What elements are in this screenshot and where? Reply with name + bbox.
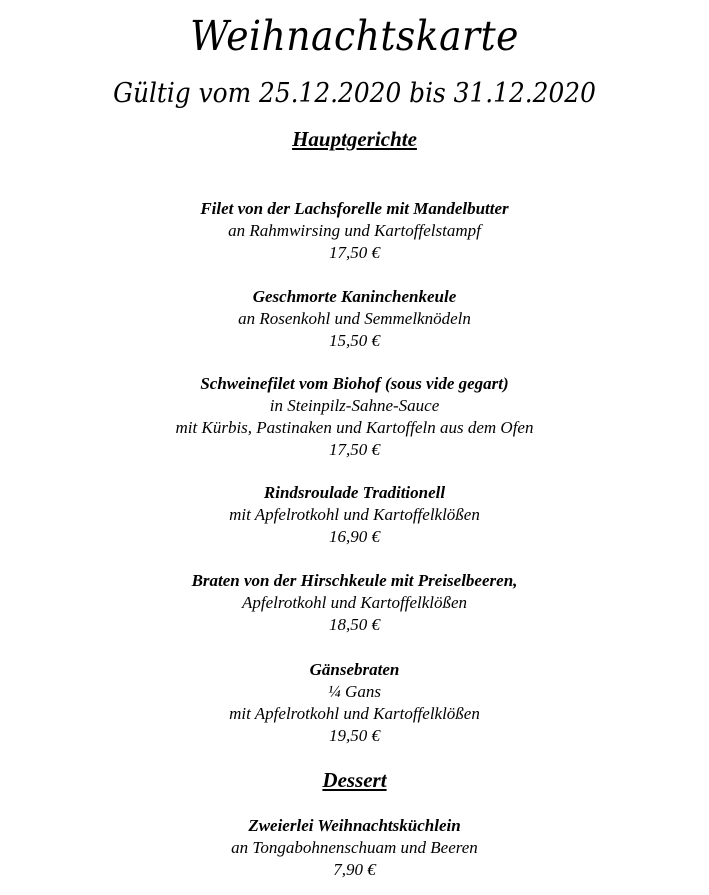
dish-description: mit Kürbis, Pastinaken und Kartoffeln aus dem Ofen bbox=[175, 418, 534, 437]
dish-price: 17,50 € bbox=[329, 243, 380, 262]
dish-price: 7,90 € bbox=[333, 860, 376, 879]
dish-item bbox=[0, 815, 709, 881]
dish-item bbox=[0, 482, 709, 548]
section-heading-dessert: Dessert bbox=[322, 768, 387, 792]
dish-description: in Steinpilz-Sahne-Sauce bbox=[269, 396, 440, 415]
section-heading-main-courses: Hauptgerichte bbox=[292, 127, 417, 151]
dish-name: Braten von der Hirschkeule mit Preiselbeeren, bbox=[191, 571, 518, 590]
dish-name: Schweinefilet vom Biohof (sous vide gegart) bbox=[200, 374, 509, 393]
dish-name: Filet von der Lachsforelle mit Mandelbutter bbox=[200, 199, 509, 218]
dish-name: Zweierlei Weihnachtsküchlein bbox=[248, 816, 461, 835]
dish-price: 15,50 € bbox=[329, 331, 380, 350]
validity-subtitle: Gültig vom 25.12.2020 bis 31.12.2020 bbox=[113, 78, 596, 109]
dish-item bbox=[0, 570, 709, 636]
dish-name: Geschmorte Kaninchenkeule bbox=[252, 287, 457, 306]
dish-description: an Rahmwirsing und Kartoffelstampf bbox=[228, 221, 481, 240]
dish-item bbox=[0, 373, 709, 461]
dish-price: 19,50 € bbox=[329, 726, 380, 745]
dish-item bbox=[0, 286, 709, 352]
dish-name: Gänsebraten bbox=[309, 660, 400, 679]
dish-description: Apfelrotkohl und Kartoffelklößen bbox=[241, 593, 468, 612]
dish-name: Rindsroulade Traditionell bbox=[263, 483, 446, 502]
dish-price: 18,50 € bbox=[329, 615, 380, 634]
dish-description: an Rosenkohl und Semmelknödeln bbox=[238, 309, 471, 328]
dish-description: mit Apfelrotkohl und Kartoffelklößen bbox=[229, 704, 480, 723]
dish-item bbox=[0, 198, 709, 264]
menu-title: Weihnachtskarte bbox=[190, 12, 519, 60]
dish-price: 17,50 € bbox=[329, 440, 380, 459]
dish-description: mit Apfelrotkohl und Kartoffelklößen bbox=[229, 505, 480, 524]
dish-item bbox=[0, 659, 709, 747]
dish-description: an Tongabohnenschuam und Beeren bbox=[231, 838, 478, 857]
dish-price: 16,90 € bbox=[329, 527, 380, 546]
dish-description: ¼ Gans bbox=[328, 682, 381, 701]
